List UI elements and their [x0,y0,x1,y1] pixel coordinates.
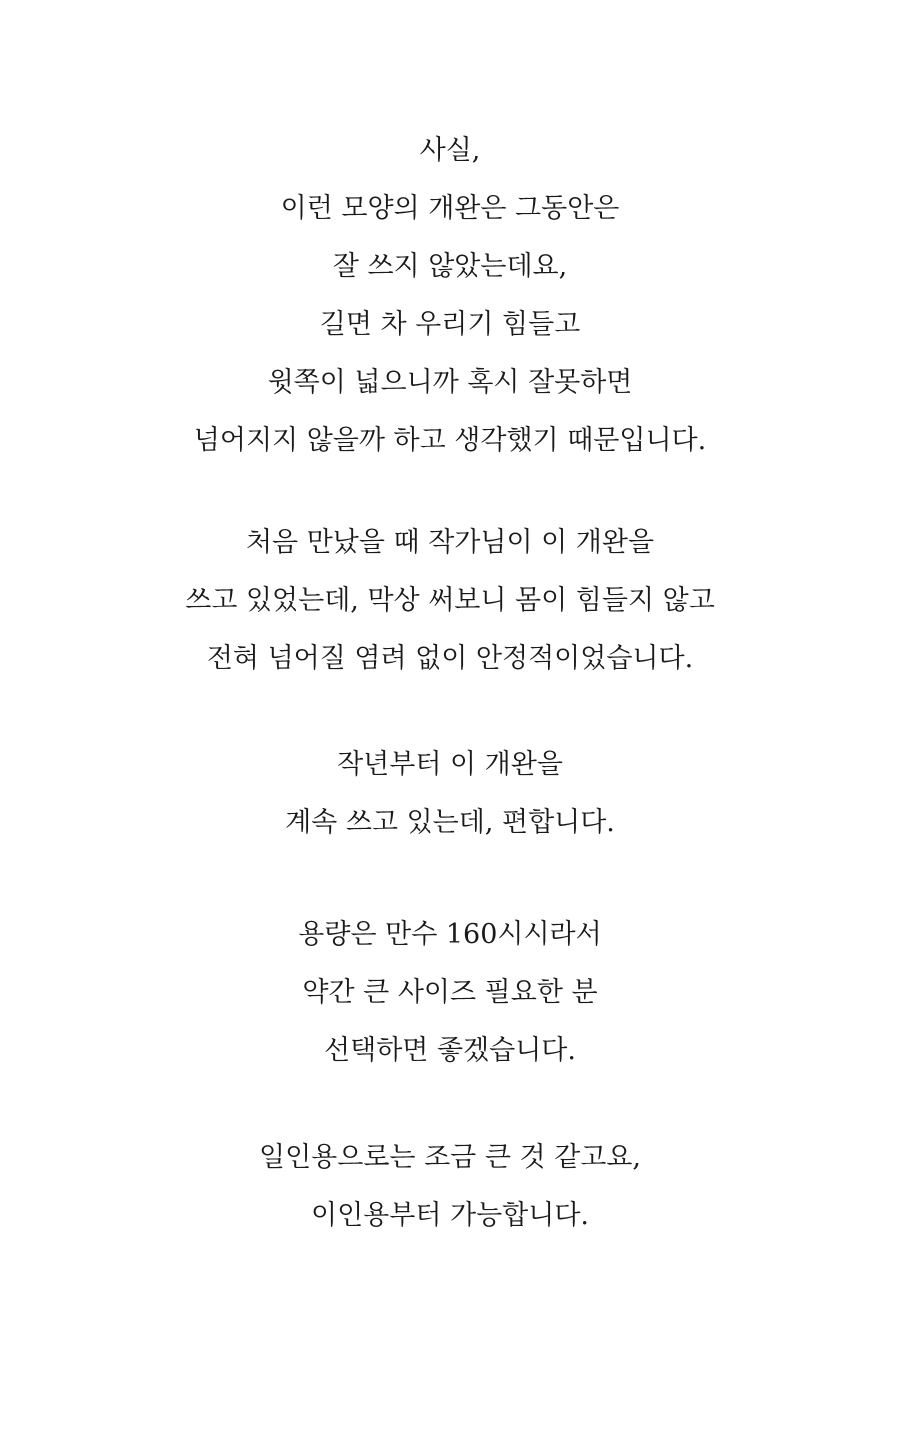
text-line: 쓰고 있었는데, 막상 써보니 몸이 힘들지 않고 [185,585,715,616]
paragraph-5 [0,1129,900,1245]
text-line: 일인용으로는 조금 큰 것 같고요, [259,1142,641,1173]
paragraph-3 [0,736,900,852]
paragraph-2 [0,514,900,688]
text-line: 용량은 만수 160시시라서 [298,919,602,950]
text-line: 선택하면 좋겠습니다. [324,1035,576,1066]
text-line: 잘 쓰지 않았는데요, [332,251,568,282]
text-line: 이런 모양의 개완은 그동안은 [280,193,620,224]
text-line: 계속 쓰고 있는데, 편합니다. [285,807,615,838]
text-line: 넘어지지 않을까 하고 생각했기 때문입니다. [193,425,707,456]
text-line: 사실, [419,135,481,166]
text-line: 약간 큰 사이즈 필요한 분 [302,977,598,1008]
text-line: 작년부터 이 개완을 [337,749,563,780]
text-line: 처음 만났을 때 작가님이 이 개완을 [245,527,655,558]
text-line: 길면 차 우리기 힘들고 [319,309,581,340]
text-line: 이인용부터 가능합니다. [311,1200,589,1231]
text-line: 전혀 넘어질 염려 없이 안정적이었습니다. [206,643,694,674]
paragraph-1 [0,122,900,470]
text-line: 윗쪽이 넓으니까 혹시 잘못하면 [267,367,633,398]
paragraph-4 [0,906,900,1080]
